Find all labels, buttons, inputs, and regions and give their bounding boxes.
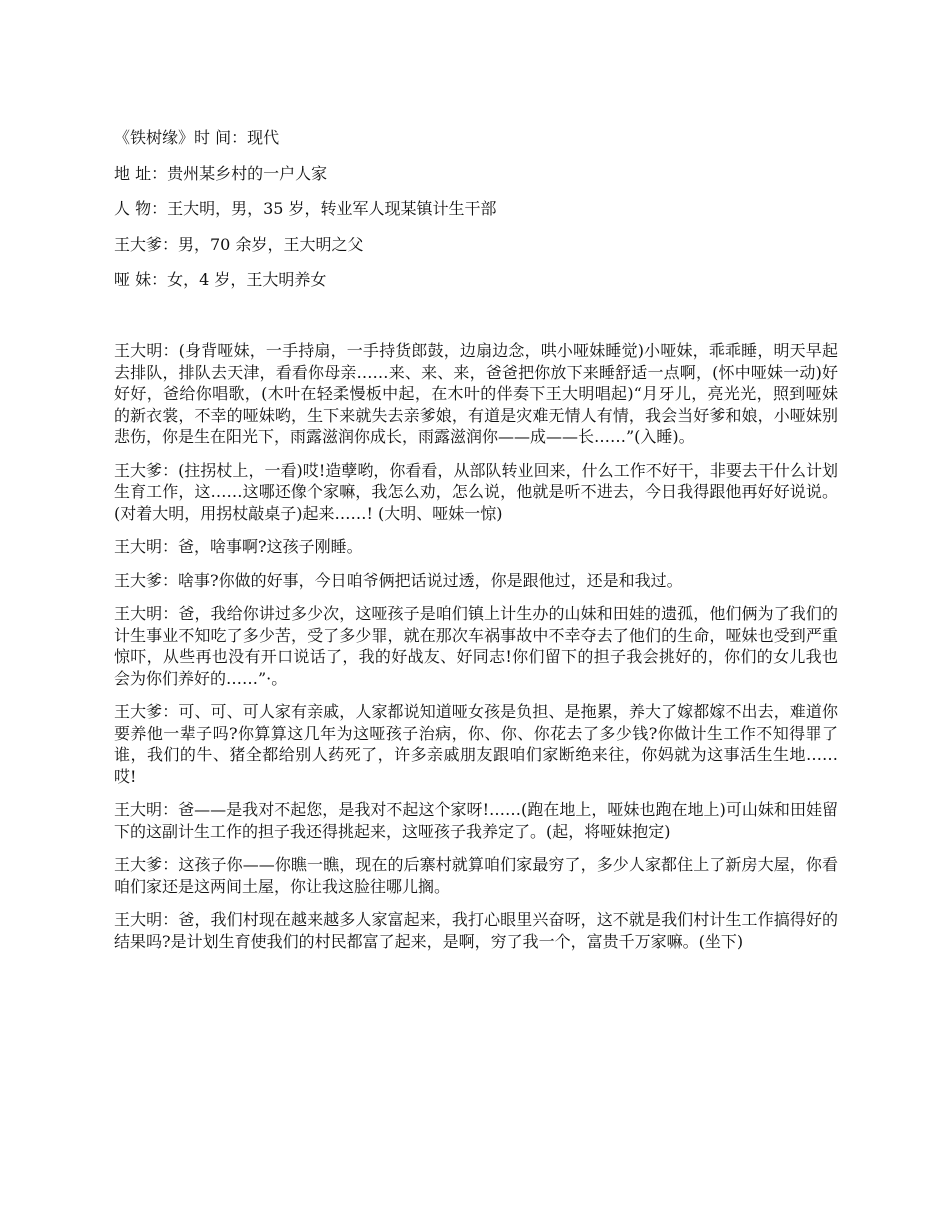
dialogue-paragraph: 王大明：(身背哑妹，一手持扇，一手持货郎鼓，边扇边念，哄小哑妹睡觉)小哑妹，乖乖睡，明天早起去排队，排队去天津，看看你母亲……来、来、来，爸爸把你放下来睡舒适一点啊，(怀中哑妹一动)好好好，爸给你唱歌，(木叶在轻柔慢板中起，在木叶的伴奏下王大明唱起)“月牙儿，亮光光，照到哑妹的新衣裳，不幸的哑妹哟，生下来就失去亲爹娘，有道是灾难无情人有情，我会当好爹和娘，小哑妹别悲伤，你是生在阳光下，雨露滋润你成长，雨露滋润你——成——长……”(入睡)。 <box>114 341 838 446</box>
character-description: 王大爹：男，70 余岁，王大明之父 <box>114 234 364 254</box>
dialogue-paragraph: 王大明：爸，我们村现在越来越多人家富起来，我打心眼里兴奋呀，这不就是我们村计生工作搞得好的结果吗?是计划生育使我们的村民都富了起来，是啊，穷了我一个，富贵千万家嘛。(坐下) <box>114 910 838 951</box>
setting-address: 地 址：贵州某乡村的一户人家 <box>114 163 328 183</box>
dialogue-paragraph: 王大爹：(拄拐杖上，一看)哎!造孽哟，你看看，从部队转业回来，什么工作不好干，非要去干什么计划生育工作，这……这哪还像个家嘛，我怎么劝，怎么说，他就是听不进去，今日我得跟他再好好说说。(对着大明，用拐杖敲桌子)起来……! (大明、哑妹一惊) <box>114 460 838 523</box>
play-title-line: 《铁树缘》时 间：现代 <box>114 128 280 147</box>
dialogue-paragraph: 王大爹：这孩子你——你瞧一瞧，现在的后寨村就算咱们家最穷了，多少人家都住上了新房大屋，你看咱们家还是这两间土屋，你让我这脸往哪儿搁。 <box>114 855 838 896</box>
dialogue-body <box>114 340 838 964</box>
character-description: 哑 妹：女，4 岁，王大明养女 <box>114 270 327 289</box>
dialogue-paragraph: 王大明：爸——是我对不起您，是我对不起这个家呀!……(跑在地上，哑妹也跑在地上)可山妹和田娃留下的这副计生工作的担子我还得挑起来，这哑孩子我养定了。(起，将哑妹抱定) <box>114 800 838 841</box>
dialogue-paragraph: 王大爹：可、可、可人家有亲戚，人家都说知道哑女孩是负担、是拖累，养大了嫁都嫁不出去，难道你要养他一辈子吗?你算算这几年为这哑孩子治病，你、你、你花去了多少钱?你做计生工作不知得罪了谁，我们的牛、猪全都给别人药死了，许多亲戚朋友跟咱们家断绝来往，你妈就为这事活生生地……哎! <box>114 702 838 786</box>
character-list-line: 人 物：王大明，男，35 岁，转业军人现某镇计生干部 <box>114 199 497 218</box>
dialogue-paragraph: 王大明：爸，啥事啊?这孩子刚睡。 <box>114 537 363 556</box>
dialogue-paragraph: 王大明：爸，我给你讲过多少次，这哑孩子是咱们镇上计生办的山妹和田娃的遗孤，他们俩为了我们的计生事业不知吃了多少苦，受了多少罪，就在那次车祸事故中不幸夺去了他们的生命，哑妹也受到严重惊吓，从些再也没有开口说话了，我的好战友、好同志!你们留下的担子我会挑好的，你们的女儿我也会为你们养好的……”·。 <box>114 604 838 688</box>
play-header <box>114 126 834 304</box>
dialogue-paragraph: 王大爹：啥事?你做的好事，今日咱爷俩把话说过透，你是跟他过，还是和我过。 <box>114 570 683 590</box>
